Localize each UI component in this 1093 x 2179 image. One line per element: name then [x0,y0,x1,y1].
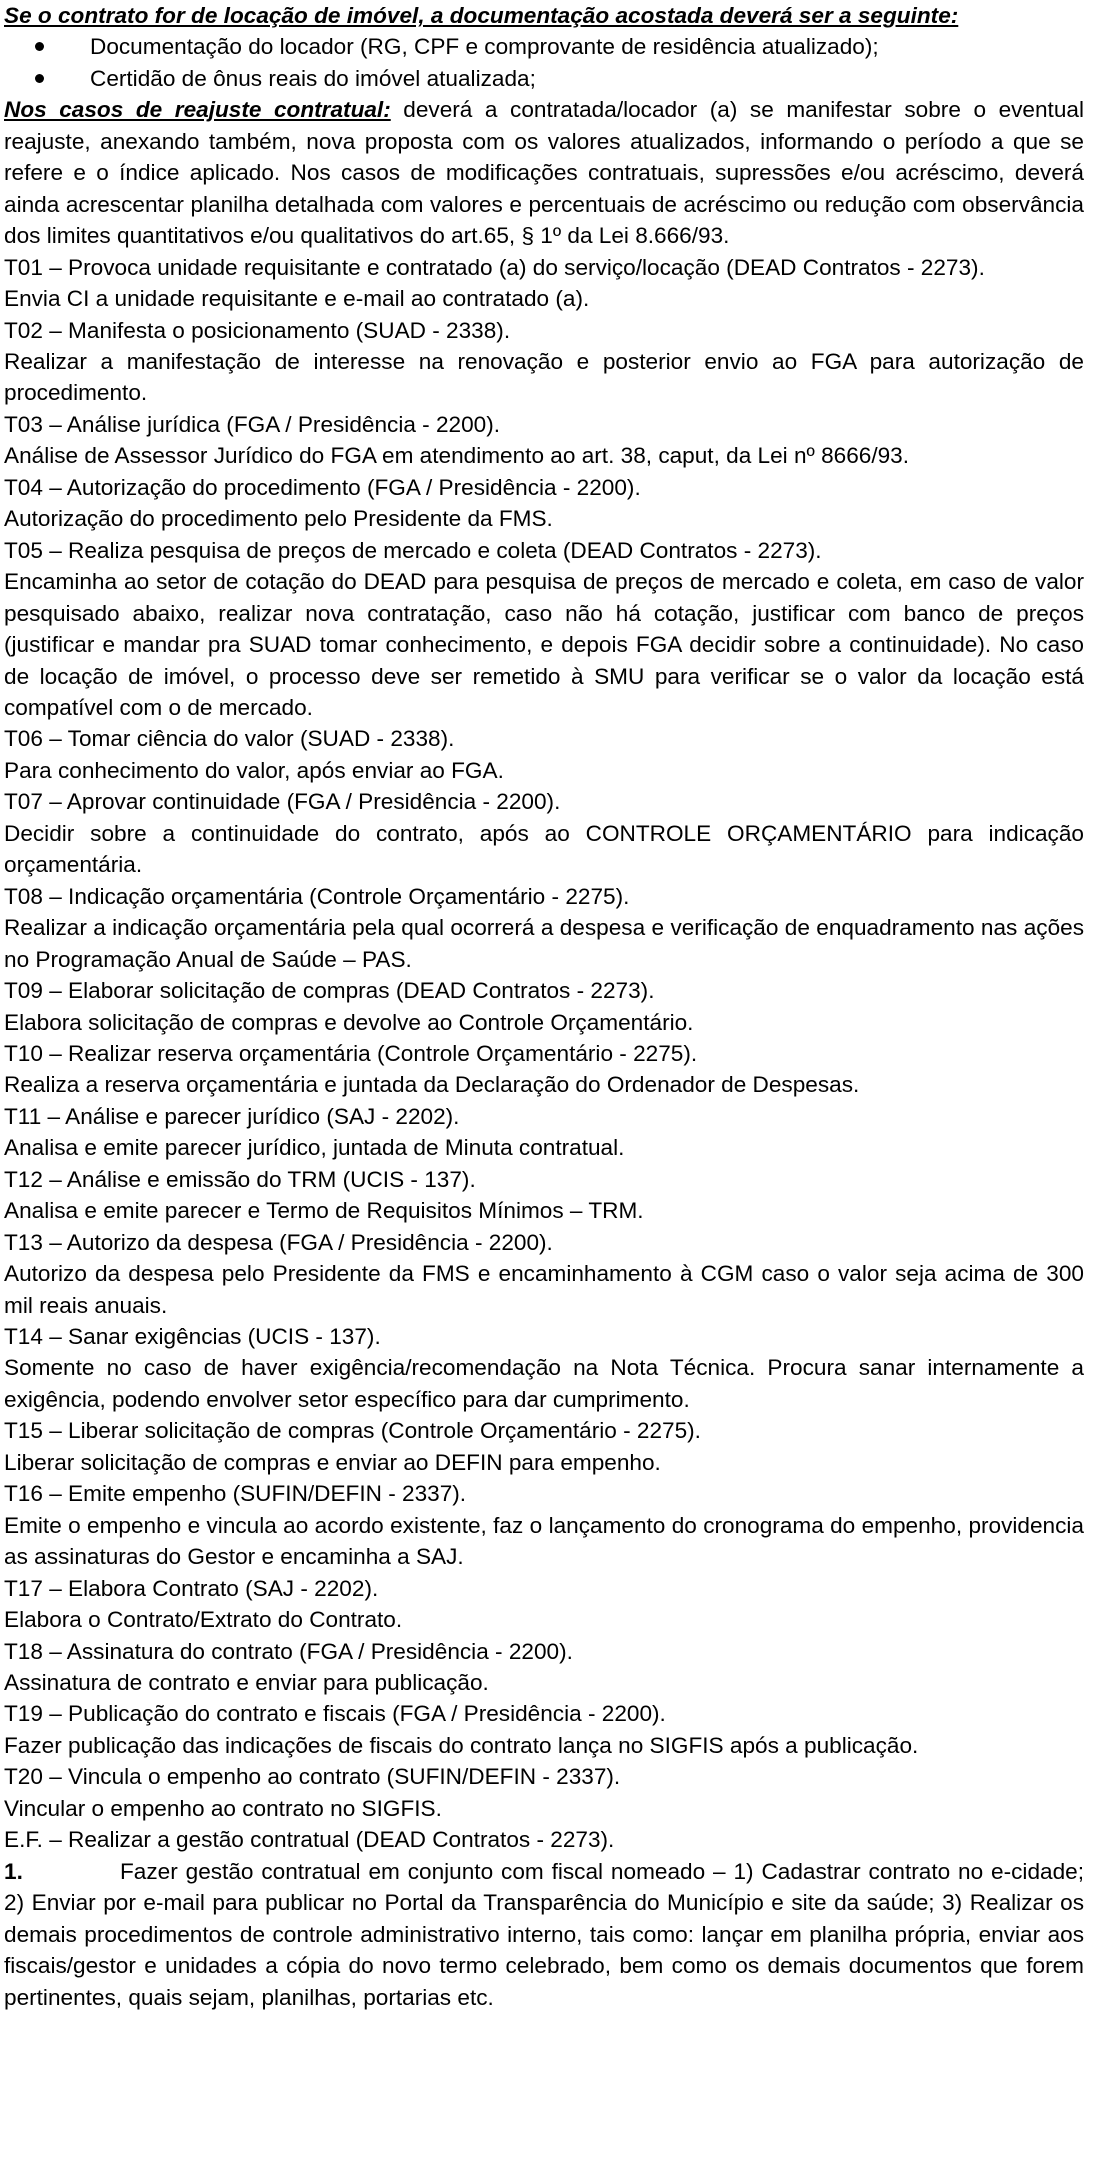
step-description: Realizar a manifestação de interesse na renovação e posterior envio ao FGA para autorização de procedimento. [4,348,1084,406]
step-description: Realiza a reserva orçamentária e juntada da Declaração do Ordenador de Despesas. [4,1072,860,1098]
bullet-dot-icon [35,42,44,51]
step-title: T03 – Análise jurídica (FGA / Presidência - 2200). [4,411,501,437]
step-description: Somente no caso de haver exigência/recomendação na Nota Técnica. Procura sanar internamente a exigência, podendo envolver setor específico para dar cumprimento. [4,1355,1084,1412]
locacao-heading: Se o contrato for de locação de imóvel, a documentação acostada deverá ser a seguinte: [4,3,959,28]
step-title: T10 – Realizar reserva orçamentária (Controle Orçamentário - 2275). [4,1040,698,1066]
step-title: T20 – Vincula o empenho ao contrato (SUFIN/DEFIN - 2337). [4,1764,621,1790]
step-description: Análise de Assessor Jurídico do FGA em atendimento ao art. 38, caput, da Lei nº 8666/93. [4,443,910,469]
step-title: T06 – Tomar ciência do valor (SUAD - 2338). [4,726,455,752]
step-description: Liberar solicitação de compras e enviar ao DEFIN para empenho. [4,1449,661,1475]
step-title: T02 – Manifesta o posicionamento (SUAD - 2338). [4,317,511,343]
step-description: Autorização do procedimento pelo Presidente da FMS. [4,506,553,532]
step-description: Encaminha ao setor de cotação do DEAD para pesquisa de preços de mercado e coleta, em caso de valor pesquisado abaixo, realizar nova contratação, caso não há cotação, justificar com banco de preços (justificar e mandar pra SUAD tomar conhecimento, e depois FGA decidir sobre a continuidade). No caso de locação de imóvel, o processo deve ser remetido à SMU para verificar se o valor da locação está compatível com o de mercado. [4,569,1084,720]
bullet-item [4,31,1084,62]
steps-list [4,252,1084,1825]
step-title: T07 – Aprovar continuidade (FGA / Presidência - 2200). [4,789,561,815]
step-title: T11 – Análise e parecer jurídico (SAJ - 2202). [4,1103,460,1129]
step-title: T14 – Sanar exigências (UCIS - 137). [4,1324,381,1350]
step-description: Elabora solicitação de compras e devolve ao Controle Orçamentário. [4,1009,694,1035]
step-description: Assinatura de contrato e enviar para publicação. [4,1670,489,1696]
step-description: Realizar a indicação orçamentária pela qual ocorrerá a despesa e verificação de enquadramento nas ações no Programação Anual de Saúde – PAS. [4,915,1084,972]
step-title: T01 – Provoca unidade requisitante e contratado (a) do serviço/locação (DEAD Contratos - 2273). [4,254,985,280]
step-title: T15 – Liberar solicitação de compras (Controle Orçamentário - 2275). [4,1418,701,1444]
step-title: T12 – Análise e emissão do TRM (UCIS - 137). [4,1166,476,1192]
step-title: T17 – Elabora Contrato (SAJ - 2202). [4,1575,379,1601]
step-title: T04 – Autorização do procedimento (FGA / Presidência - 2200). [4,474,641,500]
step-description: Envia CI a unidade requisitante e e-mail ao contratado (a). [4,286,590,312]
step-description: Autorizo da despesa pelo Presidente da FMS e encaminhamento à CGM caso o valor seja acima de 300 mil reais anuais. [4,1261,1084,1318]
reajuste-heading: Nos casos de reajuste contratual: [4,97,391,123]
item-text: Fazer gestão contratual em conjunto com fiscal nomeado – 1) Cadastrar contrato no e-cidade; 2) Enviar por e-mail para publicar no Portal da Transparência do Município e site da saúde; 3) Realizar os demais procedimentos de controle administrativo interno, tais como: lançar em planilha própria, enviar aos fiscais/gestor e unidades a cópia do novo termo celebrado, bem como os demais documentos que forem pertinentes, quais sejam, planilhas, portarias etc. [4,1858,1084,2010]
reajuste-text: deverá a contratada/locador (a) se manifestar sobre o eventual reajuste, anexando também, nova proposta com os valores atualizados, informando o período a que se refere e o índice aplicado. Nos casos de modificações contratuais, supressões e/ou acréscimo, deverá ainda acrescentar planilha detalhada com valores e percentuais de acréscimo ou redução com observância dos limites quantitativos e/ou qualitativos do art.65, § 1º da Lei 8.666/93. [4,97,1084,249]
step-description: Vincular o empenho ao contrato no SIGFIS. [4,1795,442,1821]
bullet-text: Documentação do locador (RG, CPF e comprovante de residência atualizado); [90,34,879,60]
final-numbered-item [4,1856,1084,2013]
reajuste-paragraph [4,94,1084,251]
item-number: 1. [4,1858,23,1884]
step-description: Fazer publicação das indicações de fiscais do contrato lança no SIGFIS após a publicação. [4,1732,919,1758]
step-description: Analisa e emite parecer jurídico, juntada de Minuta contratual. [4,1135,625,1161]
step-description: Analisa e emite parecer e Termo de Requisitos Mínimos – TRM. [4,1198,644,1224]
step-description: Decidir sobre a continuidade do contrato, após ao CONTROLE ORÇAMENTÁRIO para indicação orçamentária. [4,820,1084,878]
step-description: Para conhecimento do valor, após enviar ao FGA. [4,757,504,783]
step-description: Elabora o Contrato/Extrato do Contrato. [4,1607,403,1633]
step-title: T13 – Autorizo da despesa (FGA / Presidência - 2200). [4,1229,553,1255]
final-step-title: E.F. – Realizar a gestão contratual (DEAD Contratos - 2273). [4,1827,615,1853]
step-description: Emite o empenho e vincula ao acordo existente, faz o lançamento do cronograma do empenho, providencia as assinaturas do Gestor e encaminha a SAJ. [4,1512,1084,1570]
step-title: T18 – Assinatura do contrato (FGA / Presidência - 2200). [4,1638,573,1664]
bullet-item [4,63,1084,94]
bullet-text: Certidão de ônus reais do imóvel atualizada; [90,65,536,91]
step-title: T08 – Indicação orçamentária (Controle Orçamentário - 2275). [4,883,630,909]
step-title: T19 – Publicação do contrato e fiscais (FGA / Presidência - 2200). [4,1701,666,1727]
step-title: T05 – Realiza pesquisa de preços de mercado e coleta (DEAD Contratos - 2273). [4,537,822,563]
step-title: T09 – Elaborar solicitação de compras (DEAD Contratos - 2273). [4,978,655,1004]
bullet-dot-icon [35,74,44,83]
step-title: T16 – Emite empenho (SUFIN/DEFIN - 2337). [4,1481,467,1507]
